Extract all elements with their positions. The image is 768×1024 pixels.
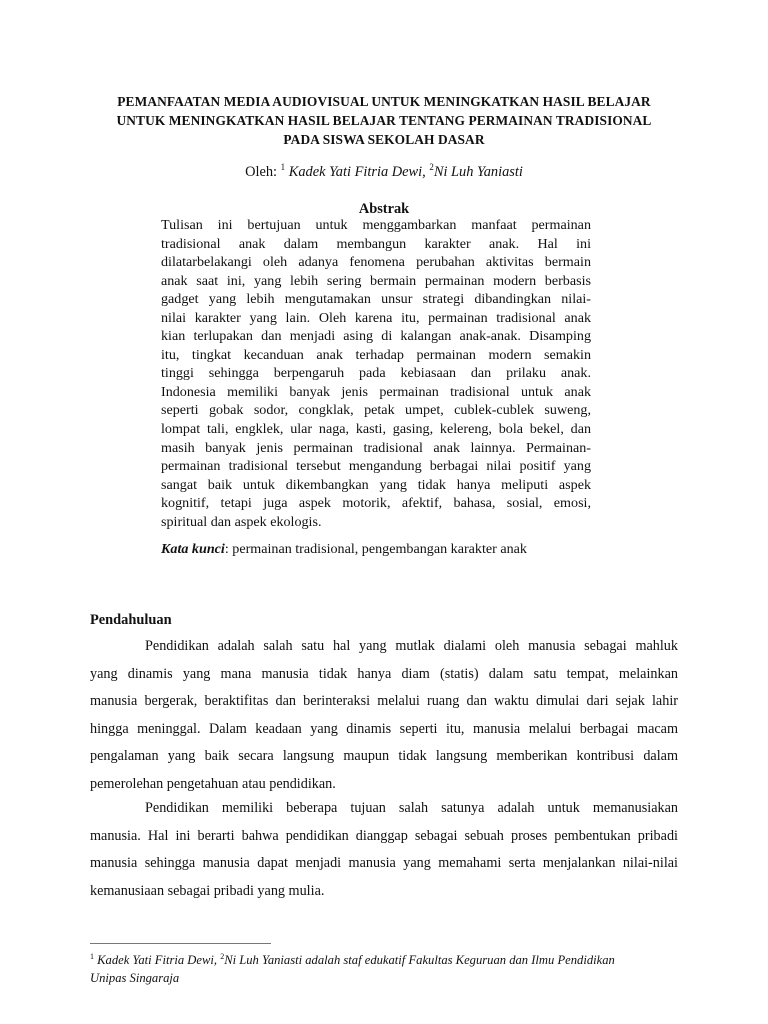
keywords-label: Kata kunci <box>161 541 225 557</box>
abstract-line: tinggi sehingga berpengaruh pada kebiasaan dan prilaku anak. <box>161 365 591 382</box>
body-paragraph <box>90 795 678 905</box>
footnote-marker: 2 <box>220 951 225 961</box>
footnote-line <box>90 951 690 969</box>
author2-marker: 2 <box>429 162 434 173</box>
footnote-text: Ni Luh Yaniasti adalah staf edukatif Fakultas Keguruan dan Ilmu Pendidikan <box>224 953 615 967</box>
abstract-line: Tulisan ini bertujuan untuk menggambarkan manfaat permainan <box>161 217 591 233</box>
abstract-line: sangat baik untuk dikembangkan yang tidak hanya meliputi aspek <box>161 476 591 493</box>
paper-title <box>80 92 688 149</box>
abstract-line: gadget yang lebih mengutamakan unsur strategi dibandingkan nilai- <box>161 291 591 308</box>
body-line: manusia sehingga manusia dapat menjadi manusia yang memahami serta menjalankan nilai-nilai <box>90 855 678 872</box>
abstract-line: itu, tingkat kecanduan anak terhadap permainan modern semakin <box>161 346 591 363</box>
abstract-body <box>161 216 591 531</box>
title-line: UNTUK MENINGKATKAN HASIL BELAJAR TENTANG PERMAINAN TRADISIONAL <box>116 113 652 128</box>
abstract-line: kian terlupakan dan menjadi asing di kalangan anak-anak. Disamping <box>161 328 591 345</box>
body-line: pengalaman yang baik secara langsung maupun tidak langsung memberikan kontribusi dalam <box>90 748 678 765</box>
title-line: PADA SISWA SEKOLAH DASAR <box>283 132 485 147</box>
footnote-divider <box>90 943 271 944</box>
footnote-author1: Kadek Yati Fitria Dewi, <box>94 953 221 967</box>
footnote <box>90 951 690 987</box>
abstract-line: masih banyak jenis permainan tradisional anak lainnya. Permainan- <box>161 439 591 456</box>
abstract-line: permainan tradisional tersebut mengandung berbagai nilai positif yang <box>161 458 591 475</box>
body-line: kemanusiaan sebagai pribadi yang mulia. <box>90 882 325 899</box>
body-line: hingga meninggal. Dalam keadaan yang dinamis seperti itu, manusia melalui berbagai macam <box>90 720 678 737</box>
abstract-line: anak saat ini, yang lebih sering bermain permainan modern berbasis <box>161 272 591 289</box>
body-line: manusia. Hal ini berarti bahwa pendidikan dianggap sebagai sebuah proses pembentukan pribadi <box>90 827 678 844</box>
abstract-line: spiritual dan aspek ekologis. <box>161 513 322 530</box>
abstract-line: tradisional anak dalam membangun karakter anak. Hal ini <box>161 235 591 252</box>
body-line: manusia bergerak, beraktifitas dan berinteraksi melalui ruang dan waktu dimulai dari sejak lahir <box>90 693 678 710</box>
author1-marker: 1 <box>280 162 286 173</box>
keywords <box>161 540 611 558</box>
body-line: Pendidikan adalah salah satu hal yang mutlak dialami oleh manusia sebagai mahluk <box>145 638 678 654</box>
body-paragraph <box>90 633 678 799</box>
body-line: yang dinamis yang mana manusia tidak hanya diam (statis) dalam satu tempat, melainkan <box>90 665 678 682</box>
keywords-text: : permainan tradisional, pengembangan karakter anak <box>224 541 527 557</box>
abstract-heading: Abstrak <box>358 201 410 217</box>
abstract-line: nilai karakter yang lain. Oleh karena itu, permainan tradisional anak <box>161 309 591 326</box>
title-line: PEMANFAATAN MEDIA AUDIOVISUAL UNTUK MENINGKATKAN HASIL BELAJAR <box>117 94 651 109</box>
author1-name: Kadek Yati Fitria Dewi, <box>285 164 430 180</box>
footnote-marker: 1 <box>90 951 94 961</box>
section-heading: Pendahuluan <box>90 612 172 628</box>
author2-name: Ni Luh Yaniasti <box>433 164 523 180</box>
footnote-line: Unipas Singaraja <box>90 971 180 985</box>
author-prefix: Oleh: <box>245 164 281 180</box>
abstract-line: seperti gobak sodor, congklak, petak umpet, cublek-cublek suweng, <box>161 402 591 419</box>
body-line: Pendidikan memiliki beberapa tujuan salah satunya adalah untuk memanusiakan <box>145 800 678 816</box>
abstract-line: dilatarbelakangi oleh adanya fenomena perubahan aktivitas bermain <box>161 254 591 271</box>
abstract-line: lompat tali, engklek, ular naga, kasti, gasing, kelereng, bola bekel, dan <box>161 421 591 438</box>
abstract-line: kognitif, tetapi juga aspek motorik, afektif, bahasa, sosial, emosi, <box>161 495 591 512</box>
author-line <box>80 163 688 181</box>
body-line: pemerolehan pengetahuan atau pendidikan. <box>90 775 336 792</box>
abstract-line: Indonesia memiliki banyak jenis permainan tradisional untuk anak <box>161 383 591 400</box>
